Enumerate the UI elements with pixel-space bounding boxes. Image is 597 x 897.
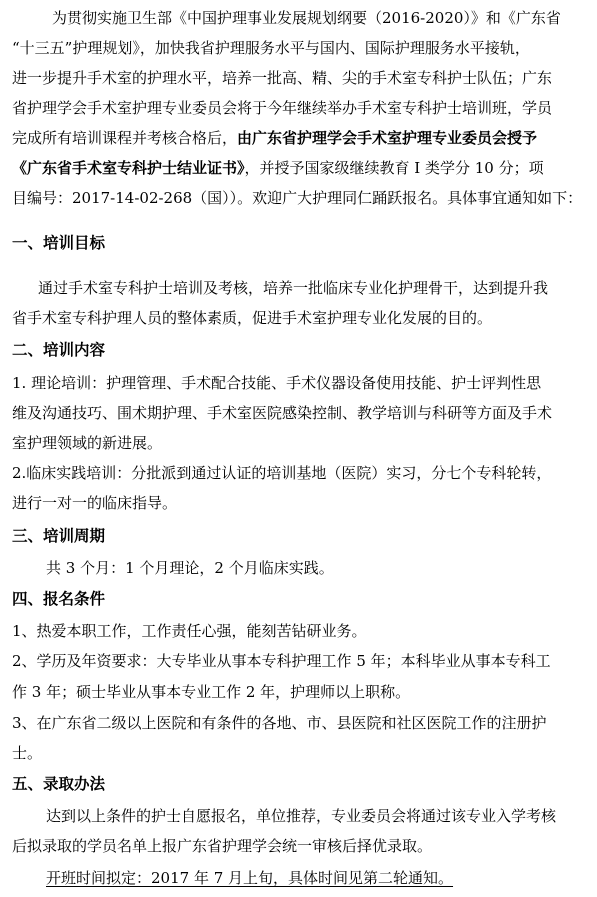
class-start-date: 开班时间拟定：2017 年 7 月上旬，具体时间见第二轮通知。 bbox=[46, 869, 454, 887]
section-4-item-3-line-2: 士。 bbox=[12, 744, 43, 762]
section-4-item-2-line-2: 作 3 年；硕士毕业从事本专业工作 2 年，护理师以上职称。 bbox=[12, 683, 411, 701]
section-4-title: 四、报名条件 bbox=[12, 590, 106, 608]
section-2-item-2-line-2: 进行一对一的临床指导。 bbox=[12, 494, 178, 512]
intro-line-6-text: ，并授予国家级继续教育 I 类学分 10 分；项 bbox=[244, 159, 544, 177]
intro-line-5-text: 完成所有培训课程并考核合格后， bbox=[12, 129, 238, 147]
section-3-title: 三、培训周期 bbox=[12, 527, 106, 545]
section-2-item-2-line-1: 2.临床实践培训：分批派到通过认证的培训基地（医院）实习，分七个专科轮转， bbox=[12, 464, 552, 482]
section-2-title: 二、培训内容 bbox=[12, 341, 106, 359]
intro-certificate-name: 《广东省手术室专科护士结业证书》 bbox=[12, 159, 245, 177]
intro-line-7: 目编号：2017-14-02-268（国））。欢迎广大护理同仁踊跃报名。具体事宜通知如下： bbox=[12, 189, 583, 207]
intro-line-4: 省护理学会手术室护理专业委员会将于今年继续举办手术室专科护士培训班，学员 bbox=[12, 99, 553, 117]
section-2-item-1-line-3: 室护理领域的新进展。 bbox=[12, 434, 163, 452]
section-5-line-1: 达到以上条件的护士自愿报名，单位推荐，专业委员会将通过该专业入学考核 bbox=[46, 807, 557, 825]
section-2-item-1-line-1: 1. 理论培训：护理管理、手术配合技能、手术仪器设备使用技能、护士评判性思 bbox=[12, 374, 542, 392]
intro-line-6 bbox=[12, 158, 592, 180]
section-5-title: 五、录取办法 bbox=[12, 775, 106, 793]
intro-line-3: 进一步提升手术室的护理水平，培养一批高、精、尖的手术室专科护士队伍；广东 bbox=[12, 69, 553, 87]
intro-line-2: “十三五”护理规划》，加快我省护理服务水平与国内、国际护理服务水平接轨， bbox=[12, 39, 530, 57]
section-1-line-2: 省手术室专科护理人员的整体素质，促进手术室护理专业化发展的目的。 bbox=[12, 309, 493, 327]
section-4-item-1: 1、热爱本职工作，工作责任心强，能刻苦钻研业务。 bbox=[12, 622, 367, 640]
section-4-item-3-line-1: 3、在广东省二级以上医院和有条件的各地、市、县医院和社区医院工作的注册护 bbox=[12, 714, 547, 732]
intro-line-1: 为贯彻实施卫生部《中国护理事业发展规划纲要（2016-2020）》和《广东省 bbox=[52, 9, 561, 27]
section-1-line-1: 通过手术室专科护士培训及考核，培养一批临床专业化护理骨干，达到提升我 bbox=[38, 279, 549, 297]
section-5-line-2: 后拟录取的学员名单上报广东省护理学会统一审核后择优录取。 bbox=[12, 837, 433, 855]
section-4-item-2-line-1: 2、学历及年资要求：大专毕业从事本专科护理工作 5 年；本科毕业从事本专科工 bbox=[12, 652, 551, 670]
section-3-line-1: 共 3 个月：1 个月理论，2 个月临床实践。 bbox=[46, 559, 334, 577]
intro-line-5 bbox=[12, 128, 592, 150]
section-1-title: 一、培训目标 bbox=[12, 234, 106, 252]
section-2-item-1-line-2: 维及沟通技巧、围术期护理、手术室医院感染控制、教学培训与科研等方面及手术 bbox=[12, 404, 553, 422]
intro-award-issuer: 由广东省护理学会手术室护理专业委员会授予 bbox=[237, 129, 538, 147]
